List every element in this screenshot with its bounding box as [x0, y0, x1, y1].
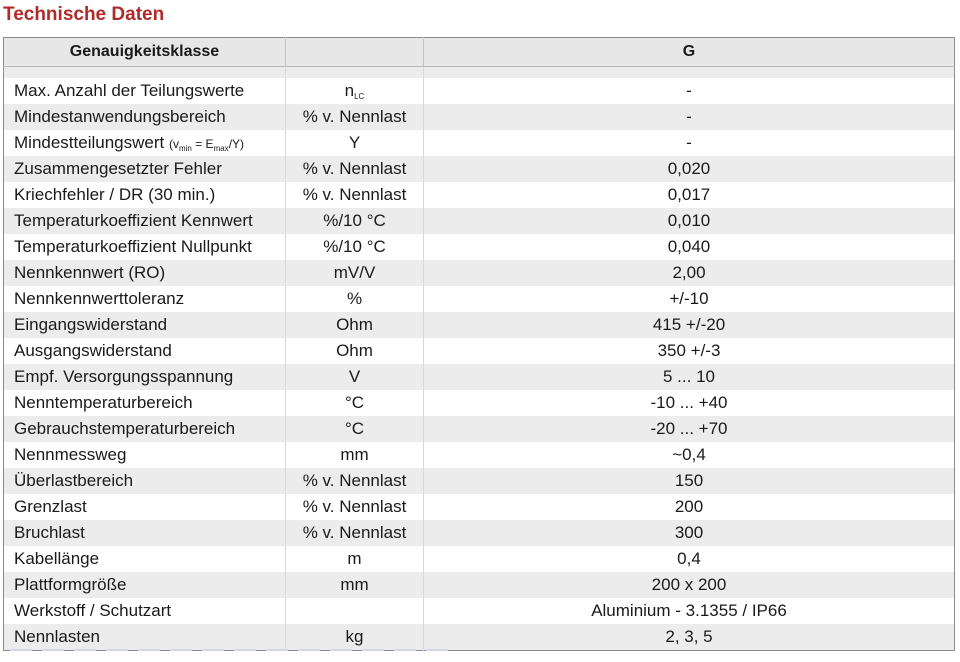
row-value: 350 +/-3 [424, 338, 955, 364]
unit-subscript: LC [354, 92, 365, 101]
row-label: Grenzlast [14, 497, 87, 516]
row-label: Temperaturkoeffizient Kennwert [4, 208, 286, 234]
table-row [4, 572, 955, 598]
spacer-row [4, 67, 955, 79]
row-value: - [424, 130, 955, 156]
header-unit [286, 38, 424, 67]
table-row [4, 260, 955, 286]
row-label: Nennkennwert (RO) [4, 260, 286, 286]
row-value: 0,010 [424, 208, 955, 234]
row-value: ~0,4 [424, 442, 955, 468]
table-row [4, 468, 955, 494]
row-value: 0,017 [424, 182, 955, 208]
row-label: Empf. Versorgungsspannung [4, 364, 286, 390]
table-row [4, 338, 955, 364]
dashed-separator [10, 649, 470, 652]
row-value: 200 [424, 494, 955, 520]
row-value: 150 [424, 468, 955, 494]
row-unit: %/10 °C [286, 208, 424, 234]
row-value: +/-10 [424, 286, 955, 312]
row-label: Ausgangswiderstand [14, 341, 172, 360]
row-label: Mindestanwendungsbereich [4, 104, 286, 130]
table-row [4, 546, 955, 572]
row-value: - [424, 78, 955, 104]
row-label: Max. Anzahl der Teilungswerte [14, 81, 245, 100]
row-value: 0,020 [424, 156, 955, 182]
header-label: Genauigkeitsklasse [4, 38, 286, 67]
table-row [4, 390, 955, 416]
row-label: Nennkennwerttoleranz [14, 289, 185, 308]
row-label: Gebrauchstemperaturbereich [4, 416, 286, 442]
table-row [4, 598, 955, 624]
table-row [4, 416, 955, 442]
row-value: -20 ... +70 [424, 416, 955, 442]
row-value: - [424, 104, 955, 130]
table-row [4, 130, 955, 156]
table-row [4, 234, 955, 260]
row-unit: m [286, 546, 424, 572]
row-unit: Ohm [286, 338, 424, 364]
table-row [4, 520, 955, 546]
table-row [4, 364, 955, 390]
row-unit: Ohm [286, 312, 424, 338]
row-unit: mm [286, 442, 424, 468]
row-unit [286, 598, 424, 624]
table-row [4, 312, 955, 338]
header-value: G [424, 38, 955, 67]
table-row [4, 208, 955, 234]
table-row [4, 286, 955, 312]
row-unit: mV/V [286, 260, 424, 286]
row-unit: % v. Nennlast [286, 494, 424, 520]
row-value: 200 x 200 [424, 572, 955, 598]
row-value: -10 ... +40 [424, 390, 955, 416]
row-value: 300 [424, 520, 955, 546]
row-value: 2,00 [424, 260, 955, 286]
table-row [4, 104, 955, 130]
row-label: Zusammengesetzter Fehler [4, 156, 286, 182]
label-formula: $(v_{min} = E_{max}/Y)$ [168, 137, 245, 153]
row-unit: % v. Nennlast [286, 520, 424, 546]
table-row [4, 624, 955, 651]
technical-data-table [3, 37, 955, 651]
row-unit: kg [286, 624, 424, 651]
table-row [4, 156, 955, 182]
row-value: 5 ... 10 [424, 364, 955, 390]
row-unit: °C [286, 390, 424, 416]
row-unit: Y [286, 130, 424, 156]
row-unit: %/10 °C [286, 234, 424, 260]
row-label: Nennmessweg [14, 445, 127, 464]
row-unit: % v. Nennlast [286, 156, 424, 182]
row-value: 415 +/-20 [424, 312, 955, 338]
row-label: Werkstoff / Schutzart [14, 601, 172, 620]
row-label: Überlastbereich [4, 468, 286, 494]
row-label: Plattformgröße [4, 572, 286, 598]
row-unit: mm [286, 572, 424, 598]
row-value: 0,040 [424, 234, 955, 260]
section-title: Technische Daten [3, 4, 165, 25]
row-unit: % v. Nennlast [286, 182, 424, 208]
row-label [4, 130, 286, 156]
table-row [4, 494, 955, 520]
row-unit: % v. Nennlast [286, 468, 424, 494]
unit-main: n [344, 81, 355, 100]
table-header-row [4, 38, 955, 67]
row-label: Nennlasten [4, 624, 286, 651]
row-label: Kabellänge [14, 549, 100, 568]
row-label: Temperaturkoeffizient Nullpunkt [14, 237, 252, 256]
row-unit: °C [286, 416, 424, 442]
label-main: Mindestteilungswert [14, 133, 165, 152]
table-row [4, 182, 955, 208]
row-value: 0,4 [424, 546, 955, 572]
row-label: Bruchlast [4, 520, 286, 546]
row-value: Aluminium - 3.1355 / IP66 [424, 598, 955, 624]
row-label: Eingangswiderstand [4, 312, 286, 338]
row-unit [286, 78, 424, 104]
row-unit: V [286, 364, 424, 390]
row-label: Nenntemperaturbereich [14, 393, 193, 412]
row-unit: % [286, 286, 424, 312]
row-label: Kriechfehler / DR (30 min.) [14, 185, 216, 204]
row-unit: % v. Nennlast [286, 104, 424, 130]
table-row [4, 78, 955, 104]
row-value: 2, 3, 5 [424, 624, 955, 651]
table-row [4, 442, 955, 468]
